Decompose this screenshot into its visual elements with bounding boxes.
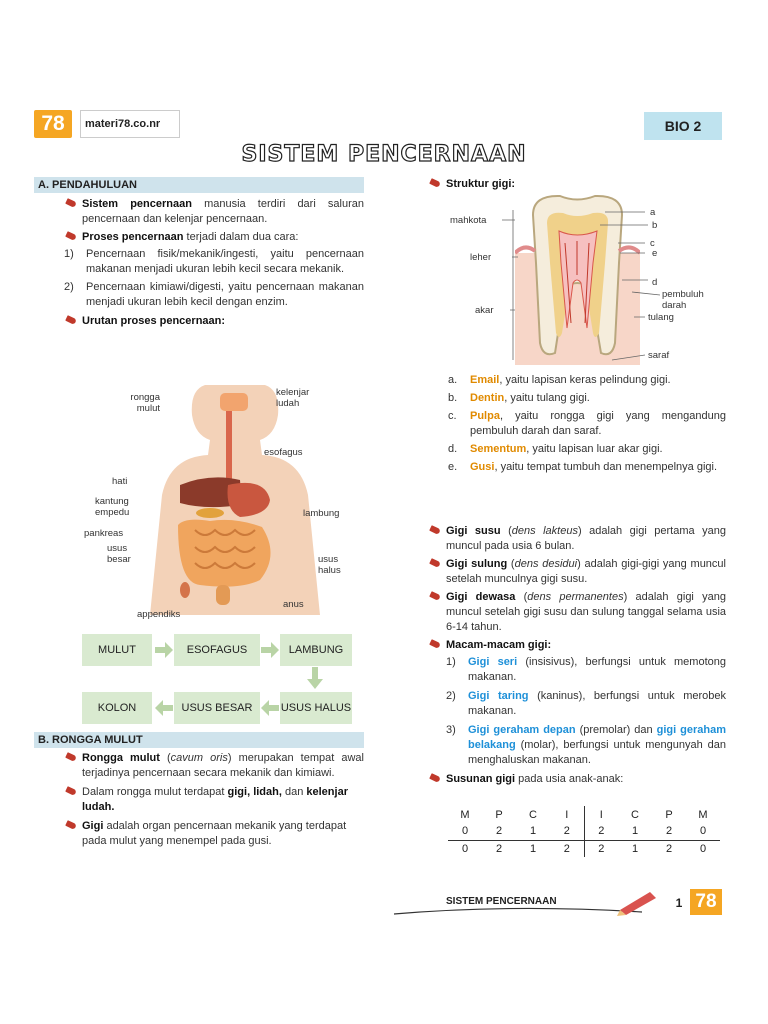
label-appendiks: appendiks: [137, 609, 181, 620]
part-item: e. Gusi, yaitu tempat tumbuh dan menempelnya gigi.: [448, 461, 718, 473]
label-kelenjar-ludah: kelenjar ludah: [276, 387, 310, 409]
flow-kolon: KOLON: [82, 692, 152, 724]
para-gigi-sulung: Gigi sulung (dens desidui) adalah gigi-gigi yang muncul setelah munculnya gigi susu.: [428, 557, 726, 587]
tooth-parts-list: [448, 373, 726, 475]
para-proses: Proses pencernaan terjadi dalam dua cara:: [64, 230, 364, 245]
para-gigi: Gigi adalah organ pencernaan mekanik yang terdapat pada mulut yang menempel pada gusi.: [64, 819, 364, 849]
label-pembuluh-darah: pembuluh darah: [662, 289, 704, 311]
label-a: a: [650, 207, 656, 218]
para-gigi-susu: Gigi susu (dens lakteus) adalah gigi pertama yang muncul pada usia 6 bulan.: [428, 524, 726, 554]
flow-usus-besar: USUS BESAR: [174, 692, 260, 724]
label-lambung: lambung: [303, 508, 340, 519]
table-header-row: M P C I I C P M: [448, 806, 720, 823]
label-mahkota: mahkota: [450, 215, 487, 226]
tooth-arrangement-table: [448, 806, 720, 857]
section-b: [34, 732, 364, 849]
flow-arrow-down: [305, 667, 325, 692]
page-title: SISTEM PENCERNAAN: [241, 142, 527, 167]
section-b-heading: B. RONGGA MULUT: [34, 732, 364, 748]
label-b: b: [652, 220, 658, 231]
label-esofagus: esofagus: [264, 447, 303, 458]
part-item: c. Pulpa, yaitu rongga gigi yang mengandung pembuluh darah dan saraf.: [448, 410, 726, 437]
label-rongga-mulut: rongga mulut: [130, 392, 160, 414]
digestive-system-illustration: [150, 385, 320, 615]
label-leher: leher: [470, 252, 492, 263]
label-hati: hati: [112, 476, 128, 487]
urutan-heading: Urutan proses pencernaan:: [64, 314, 364, 329]
subject-badge: BIO 2: [644, 112, 722, 140]
part-item: b. Dentin, yaitu tulang gigi.: [448, 392, 590, 404]
para-dalam-rongga: Dalam rongga mulut terdapat gigi, lidah, dan kelenjar ludah.: [64, 785, 364, 815]
label-akar: akar: [475, 305, 494, 316]
tooth-leader-lines: [500, 200, 660, 365]
flow-mulut: MULUT: [82, 634, 152, 666]
section-a: [34, 177, 364, 329]
table-row: 0 2 1 2 2 1 2 0: [448, 823, 720, 840]
label-usus-halus: usus halus: [318, 554, 341, 576]
page-number: 1: [675, 896, 683, 910]
label-kantung-empedu: kantung empedu: [95, 496, 130, 518]
macam-heading: Macam-macam gigi:: [428, 638, 726, 653]
flow-lambung: LAMBUNG: [280, 634, 352, 666]
teeth-types-section: [428, 524, 726, 787]
footer-label: SISTEM PENCERNAAN: [446, 896, 557, 907]
label-usus-besar: usus besar: [107, 543, 131, 565]
section-a-heading: A. PENDAHULUAN: [34, 177, 364, 193]
flow-esofagus: ESOFAGUS: [174, 634, 260, 666]
table-row: 0 2 1 2 2 1 2 0: [448, 840, 720, 857]
label-pankreas: pankreas: [84, 528, 124, 539]
type-item: 1) Gigi seri (insisivus), berfungsi untuk memotong makanan.: [446, 656, 726, 683]
part-item: d. Sementum, yaitu lapisan luar akar gigi.: [448, 443, 663, 455]
label-anus: anus: [283, 599, 304, 610]
susunan-heading: Susunan gigi pada usia anak-anak:: [428, 772, 726, 787]
type-item: 2) Gigi taring (kaninus), berfungsi untuk merobek makanan.: [446, 690, 727, 717]
label-c: c: [650, 238, 655, 249]
type-item: 3) Gigi geraham depan (premolar) dan gigi geraham belakang (molar), berfungsi untuk mengunyah dan menghaluskan makanan.: [446, 724, 726, 766]
flow-usus-halus: USUS HALUS: [280, 692, 352, 724]
label-e: e: [652, 248, 658, 259]
label-saraf: saraf: [648, 350, 670, 361]
label-tulang: tulang: [648, 312, 674, 323]
struktur-heading-wrap: [428, 177, 728, 192]
label-d: d: [652, 277, 658, 288]
footer-logo: 78: [690, 889, 722, 915]
list-item: 2) Pencernaan kimiawi/digesti, yaitu pencernaan makanan menjadi ukuran lebih kecil dengan enzim.: [64, 281, 364, 308]
list-item: 1) Pencernaan fisik/mekanik/ingesti, yaitu pencernaan makanan menjadi ukuran lebih kecil secara mekanik.: [64, 248, 364, 275]
struktur-heading: Struktur gigi:: [428, 177, 728, 192]
para-gigi-dewasa: Gigi dewasa (dens permanentes) adalah gigi yang muncul setelah gigi susu dan sulung tanggal selama usia 6-14 tahun.: [428, 590, 726, 635]
para-rongga-mulut: Rongga mulut (cavum oris) merupakan tempat awal terjadinya pencernaan secara mekanik dan kimiawi.: [64, 751, 364, 781]
site-url[interactable]: materi78.co.nr: [80, 110, 180, 138]
site-logo: 78: [34, 110, 72, 138]
flow-arrows: [150, 640, 280, 720]
para-sistem: Sistem pencernaan manusia terdiri dari saluran pencernaan dan kelenjar pencernaan.: [64, 197, 364, 227]
part-item: a. Email, yaitu lapisan keras pelindung gigi.: [448, 374, 671, 386]
